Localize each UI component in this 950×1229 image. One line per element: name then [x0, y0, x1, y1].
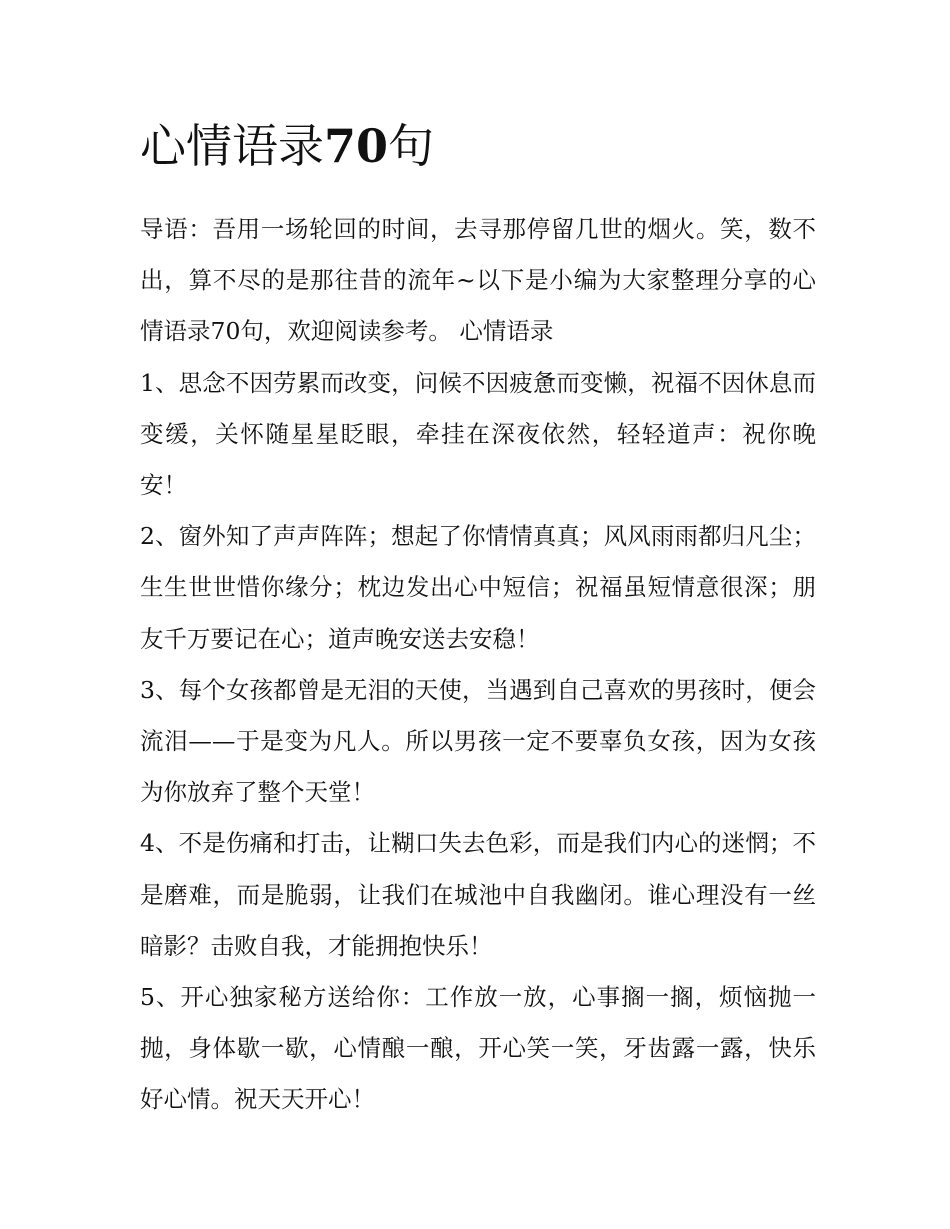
quote-paragraph-3: 3、每个女孩都曾是无泪的天使，当遇到自己喜欢的男孩时，便会流泪——于是变为凡人。所以男孩一定不要辜负女孩，因为女孩为你放弃了整个天堂！ — [140, 675, 816, 807]
quote-paragraph-4: 4、不是伤痛和打击，让糊口失去色彩，而是我们内心的迷惘；不是磨难，而是脆弱，让我们在城池中自我幽闭。谁心理没有一丝暗影？击败自我，才能拥抱快乐！ — [140, 829, 816, 960]
quote-paragraph-5: 5、开心独家秘方送给你：工作放一放，心事搁一搁，烦恼抛一抛，身体歇一歇，心情酿一酿，开心笑一笑，牙齿露一露，快乐好心情。祝天天开心！ — [140, 983, 816, 1114]
quote-paragraph-1: 1、思念不因劳累而改变，问候不因疲惫而变懒，祝福不因休息而变缓，关怀随星星眨眼，牵挂在深夜依然，轻轻道声：祝你晚安！ — [140, 368, 816, 500]
document-body — [140, 204, 816, 1126]
quote-paragraph-2: 2、窗外知了声声阵阵；想起了你情情真真；风风雨雨都归凡尘；生生世世惜你缘分；枕边发出心中短信；祝福虽短情意很深；朋友千万要记在心；道声晚安送去安稳！ — [140, 522, 816, 653]
intro-paragraph: 导语：吾用一场轮回的时间，去寻那停留几世的烟火。笑，数不出，算不尽的是那往昔的流年~以下是小编为大家整理分享的心情语录70句，欢迎阅读参考。 心情语录 — [140, 215, 816, 346]
document-title: 心情语录70句 — [140, 119, 435, 173]
document-page — [140, 112, 816, 1126]
